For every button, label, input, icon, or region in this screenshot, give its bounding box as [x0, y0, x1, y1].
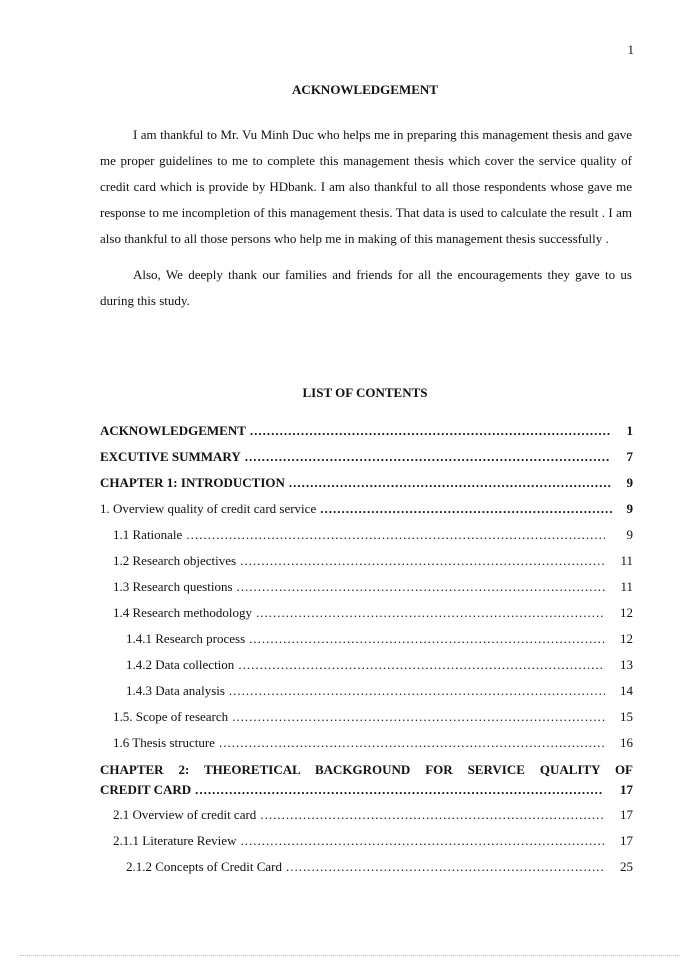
toc-entry-page: 15 — [620, 709, 633, 724]
toc-leader-dots — [286, 854, 605, 880]
toc-leader-dots — [245, 444, 611, 470]
toc-entry-page: 11 — [620, 579, 633, 594]
toc-leader-dots — [238, 652, 605, 678]
toc-entry-page: 12 — [620, 631, 633, 646]
toc-entry-page: 12 — [620, 605, 633, 620]
toc-entry[interactable] — [100, 574, 633, 600]
toc-entry-page: 9 — [626, 475, 633, 490]
toc-entry-label: 1.1 Rationale — [113, 527, 183, 542]
toc-entry[interactable] — [100, 626, 633, 652]
toc-entry[interactable] — [100, 600, 633, 626]
toc-leader-dots — [260, 802, 605, 828]
toc-entry-page: 9 — [626, 501, 633, 516]
toc-entry-label: EXCUTIVE SUMMARY — [100, 449, 241, 464]
toc-entry-page: 7 — [626, 449, 633, 464]
toc-entry-page: 17 — [620, 807, 633, 822]
toc-entry-label: 1.4.3 Data analysis — [126, 683, 225, 698]
toc-entry-label: 1.6 Thesis structure — [113, 735, 215, 750]
acknowledgement-title: ACKNOWLEDGEMENT — [292, 82, 438, 97]
toc-leader-dots — [195, 780, 603, 800]
toc-entry-label-line2: CREDIT CARD — [100, 782, 192, 797]
table-of-contents — [100, 418, 633, 880]
toc-entry-page: 1 — [626, 423, 633, 438]
toc-entry[interactable] — [100, 730, 633, 756]
toc-entry-label: CHAPTER 1: INTRODUCTION — [100, 475, 285, 490]
toc-leader-dots — [320, 496, 613, 522]
toc-entry[interactable] — [100, 548, 633, 574]
toc-entry-label: 1.4.2 Data collection — [126, 657, 235, 672]
toc-leader-dots — [256, 600, 605, 626]
toc-entry-page: 25 — [620, 859, 633, 874]
toc-entry-label: ACKNOWLEDGEMENT — [100, 423, 246, 438]
toc-entry[interactable] — [100, 470, 633, 496]
toc-entry-label: 1.4.1 Research process — [126, 631, 246, 646]
toc-entry-label: 1. Overview quality of credit card service — [100, 501, 317, 516]
toc-leader-dots — [219, 730, 605, 756]
toc-entry[interactable] — [100, 828, 633, 854]
toc-entry[interactable] — [100, 444, 633, 470]
toc-entry-label: 1.3 Research questions — [113, 579, 233, 594]
toc-entry[interactable] — [100, 802, 633, 828]
toc-entry-label-line1: CHAPTER 2: THEORETICAL BACKGROUND FOR SERVICE QUALITY OF — [100, 762, 633, 777]
toc-leader-dots — [250, 418, 611, 444]
acknowledgement-paragraph: I am thankful to Mr. Vu Minh Duc who helps me in preparing this management thesis and gave me proper guidelines to me to complete this management thesis which cover the service quality of credit card which is provide by HDbank. I am also thankful to all those respondents whose gave me response to me incompletion of this management thesis. That data is used to calculate the result . I am also thankful to all those persons who help me in making of this management thesis successfully . — [100, 127, 632, 246]
toc-entry-label: 1.2 Research objectives — [113, 553, 237, 568]
toc-leader-dots — [232, 704, 605, 730]
toc-entry-label: 2.1.2 Concepts of Credit Card — [126, 859, 282, 874]
acknowledgement-body — [100, 122, 632, 324]
toc-entry-label: 1.5. Scope of research — [113, 709, 229, 724]
toc-leader-dots — [186, 522, 605, 548]
toc-entry[interactable] — [100, 418, 633, 444]
toc-leader-dots — [249, 626, 605, 652]
toc-entry-page: 16 — [620, 735, 633, 750]
toc-leader-dots — [289, 470, 611, 496]
toc-entry-page: 13 — [620, 657, 633, 672]
toc-entry-chapter-2[interactable] — [100, 760, 633, 800]
toc-entry[interactable] — [100, 704, 633, 730]
toc-entry[interactable] — [100, 496, 633, 522]
page-bottom-rule — [20, 955, 680, 956]
toc-leader-dots — [240, 828, 605, 854]
toc-leader-dots — [240, 548, 605, 574]
toc-entry-line2 — [100, 780, 633, 800]
toc-entry-label: 2.1.1 Literature Review — [113, 833, 237, 848]
toc-entry-page: 9 — [626, 527, 633, 542]
toc-entry-page: 14 — [620, 683, 633, 698]
toc-entry[interactable] — [100, 652, 633, 678]
toc-leader-dots — [229, 678, 605, 704]
toc-leader-dots — [237, 574, 605, 600]
page-number: 1 — [627, 42, 634, 57]
toc-entry-label: 1.4 Research methodology — [113, 605, 252, 620]
toc-entry-page: 17 — [620, 782, 633, 797]
toc-entry-page: 17 — [620, 833, 633, 848]
acknowledgement-paragraph: Also, We deeply thank our families and friends for all the encouragements they gave to us during this study. — [100, 267, 632, 308]
toc-entry[interactable] — [100, 854, 633, 880]
toc-entry[interactable] — [100, 678, 633, 704]
toc-entry-label: 2.1 Overview of credit card — [113, 807, 257, 822]
toc-entry[interactable] — [100, 522, 633, 548]
toc-entry-page: 11 — [620, 553, 633, 568]
toc-title: LIST OF CONTENTS — [302, 385, 428, 400]
